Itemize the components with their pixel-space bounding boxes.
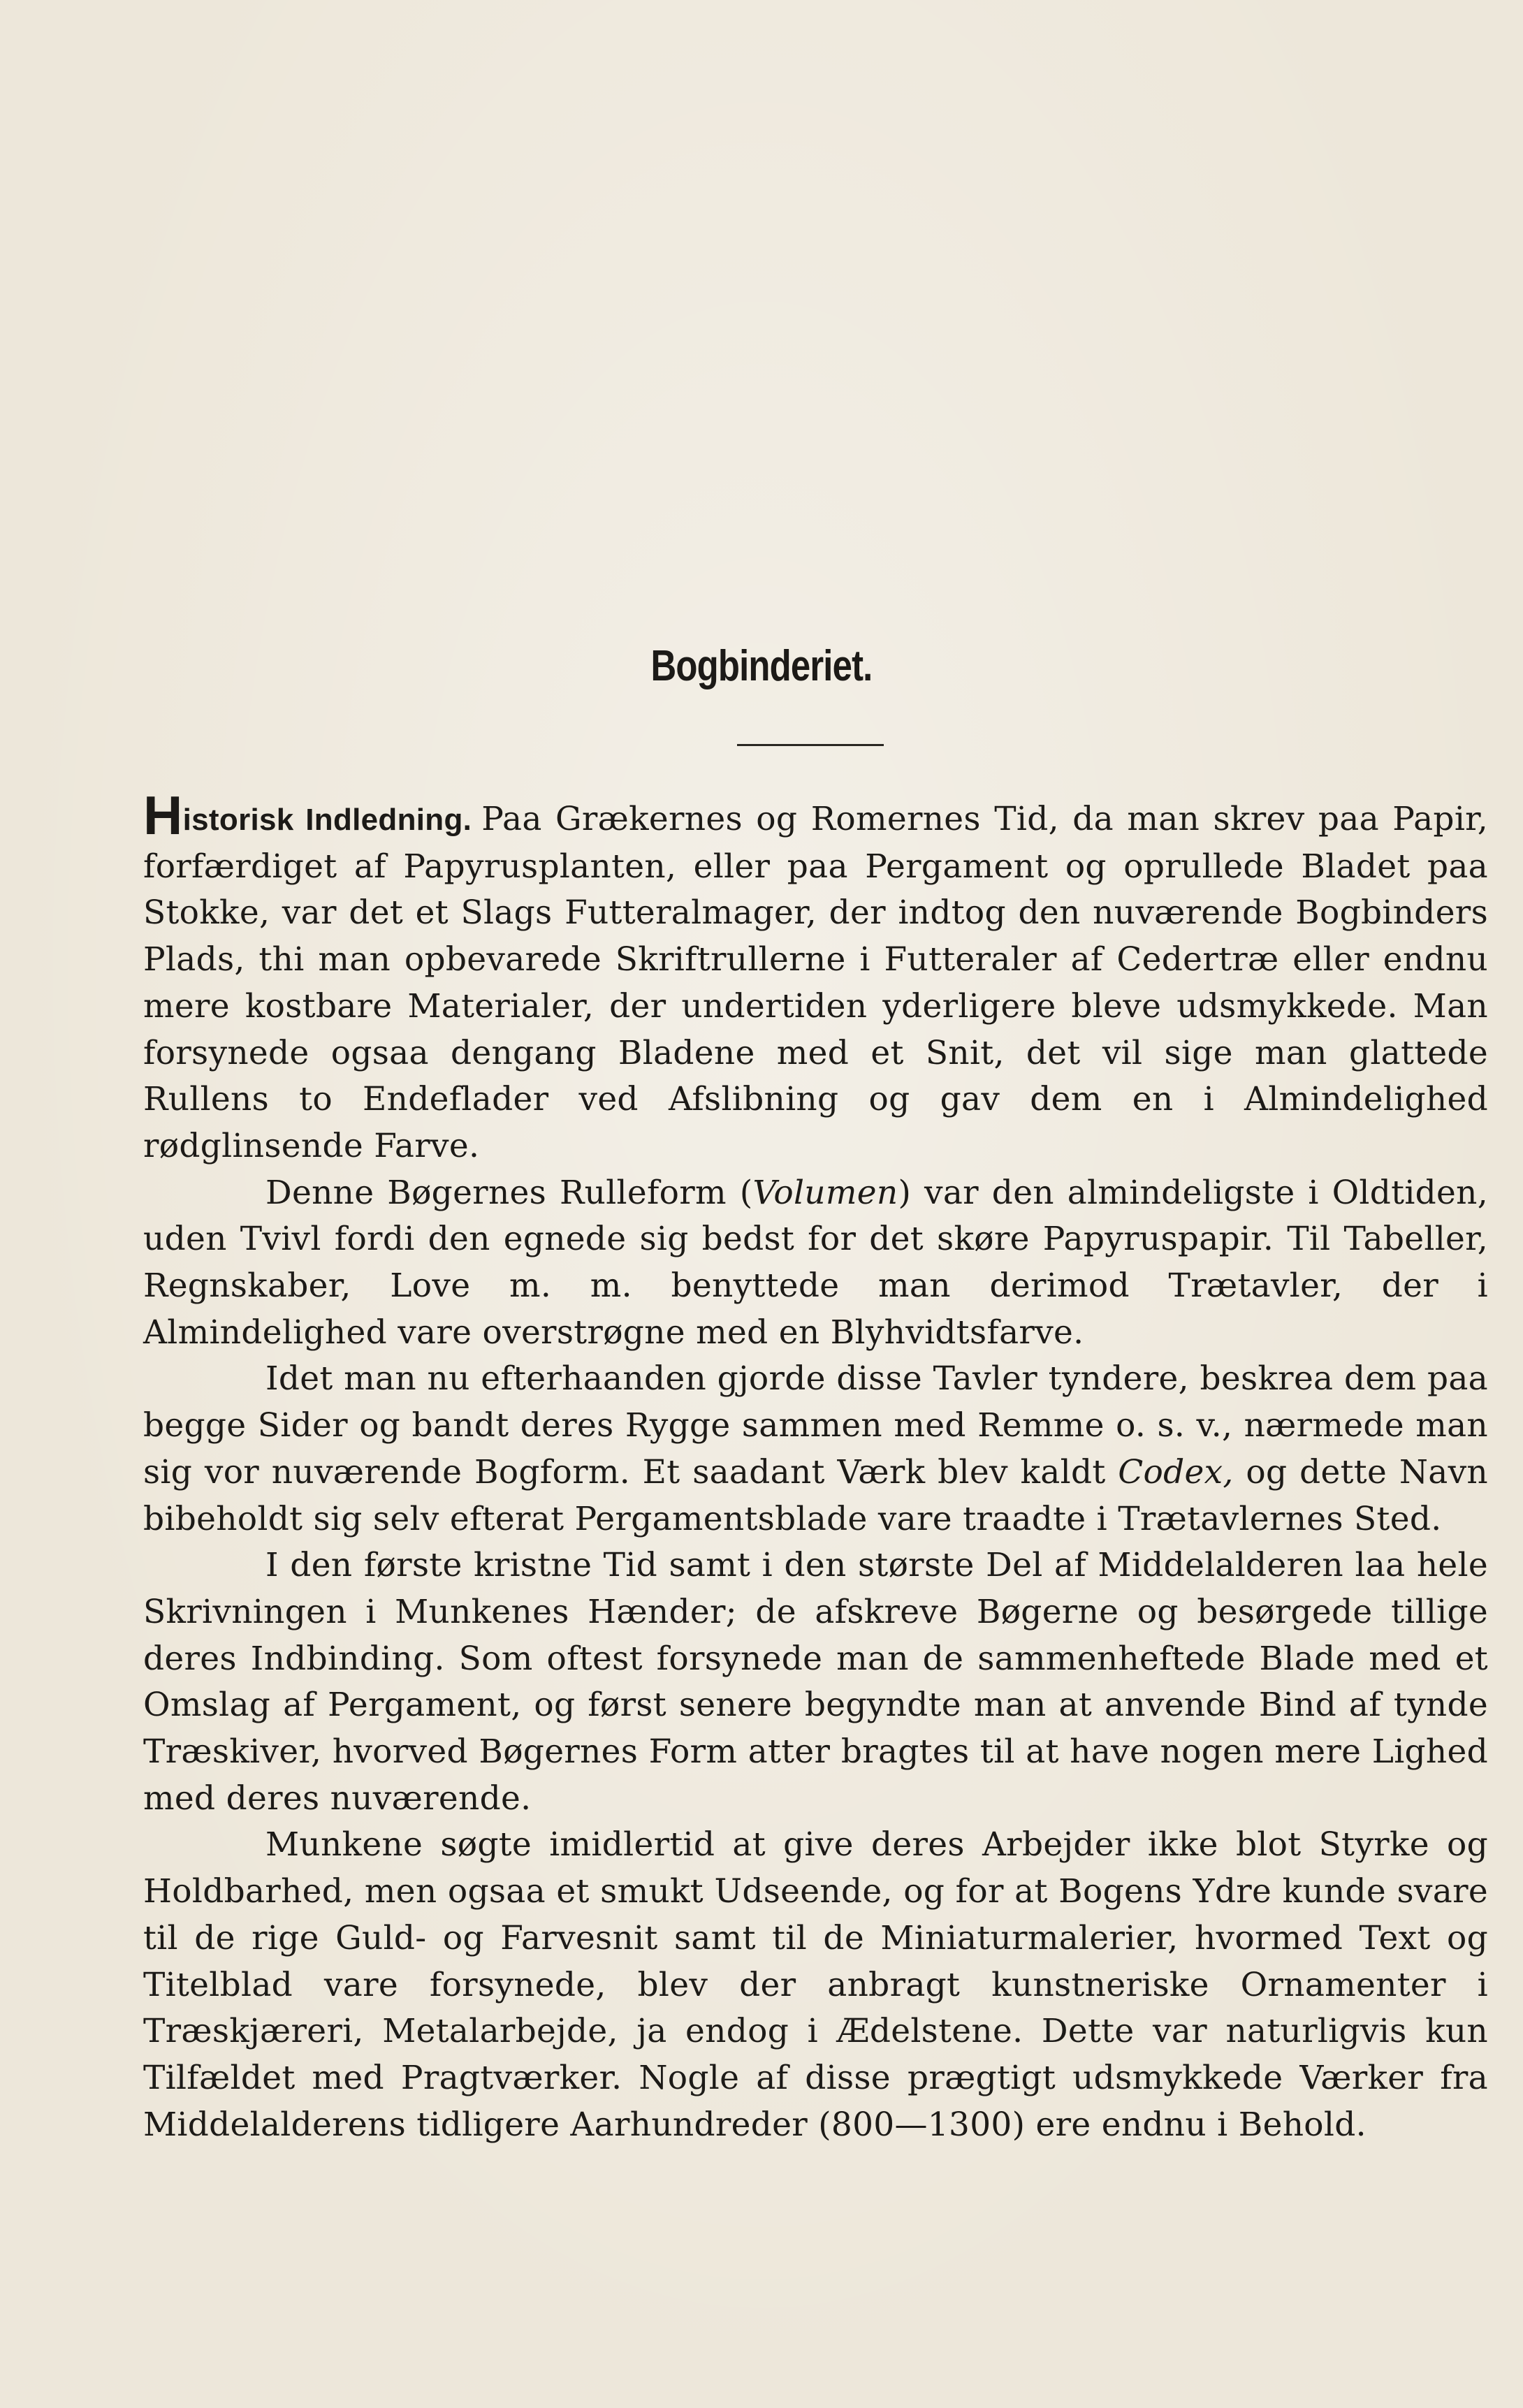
- paragraph-text: og dette Navn bibeholdt sig selv efterat Pergamentsblade vare traadte i Trætavlernes Sted.: [143, 1452, 1488, 1538]
- italic-term: Volumen: [752, 1173, 898, 1212]
- drop-cap: H: [143, 785, 183, 846]
- paragraph-text: Idet man nu efterhaanden gjorde disse Tavler tyndere, beskrea dem paa begge Sider og bandt deres Rygge sammen med Remme o. s. v., nærmede man sig vor nuværende Bogform. Et saadant Værk blev kaldt: [143, 1359, 1488, 1491]
- italic-term: Codex,: [1118, 1452, 1234, 1491]
- page-title: Bogbinderiet.: [650, 642, 873, 690]
- paragraph-4: I den første kristne Tid samt i den største Del af Middelalderen laa hele Skrivningen i Munkenes Hænder; de afskreve Bøgerne og besørgede tillige deres Indbinding. Som oftest forsynede man de sammenheftede Blade med et Omslag af Pergament, og først senere begyndte man at anvende Bind af tynde Træskiver, hvorved Bøgernes Form atter bragtes til at have nogen mere Lighed med deres nuværende.: [143, 1546, 1488, 1818]
- paragraph-text: ) var den almindeligste i Oldtiden, uden Tvivl fordi den egnede sig bedst for det skøre Papyruspapir. Til Tabeller, Regnskaber, Love m. m. benyttede man derimod Trætavler, der i Almindelighed vare overstrøgne med en Blyhvidtsfarve.: [143, 1173, 1488, 1352]
- paragraph-2: [143, 1170, 1488, 1357]
- title-divider: [737, 744, 884, 746]
- body-text: [143, 785, 1488, 2148]
- paragraph-intro: [143, 785, 1488, 1170]
- paragraph-5: Munkene søgte imidlertid at give deres Arbejder ikke blot Styrke og Holdbarhed, men ogsaa et smukt Udseende, og for at Bogens Ydre kunde svare til de rige Guld- og Farvesnit samt til de Miniaturmalerier, hvormed Text og Titelblad vare forsynede, blev der anbragt kunstneriske Ornamenter i Træskjæreri, Metalarbejde, ja endog i Ædelstene. Dette var naturligvis kun Tilfældet med Pragtværker. Nogle af disse prægtigt udsmykkede Værker fra Middelalderens tidligere Aarhundreder (800—1300) ere endnu i Behold.: [143, 1825, 1488, 2144]
- paragraph-text: Paa Grækernes og Romernes Tid, da man skrev paa Papir, forfærdiget af Papyrusplanten, eller paa Pergament og oprullede Bladet paa Stokke, var det et Slags Futteralmager, der indtog den nuværende Bogbinders Plads, thi man opbevarede Skriftrullerne i Futteraler af Cedertræ eller endnu mere kostbare Materialer, der undertiden yderligere bleve udsmykkede. Man forsynede ogsaa dengang Bladene med et Snit, det vil sige man glattede Rullens to Endeflader ved Afslibning og gav dem en i Almindelighed rødglinsende Farve.: [143, 800, 1488, 1165]
- paragraph-3: [143, 1356, 1488, 1542]
- paragraph-text: Denne Bøgernes Rulleform (: [265, 1173, 753, 1212]
- section-lead-in: istorisk Indledning.: [182, 803, 472, 837]
